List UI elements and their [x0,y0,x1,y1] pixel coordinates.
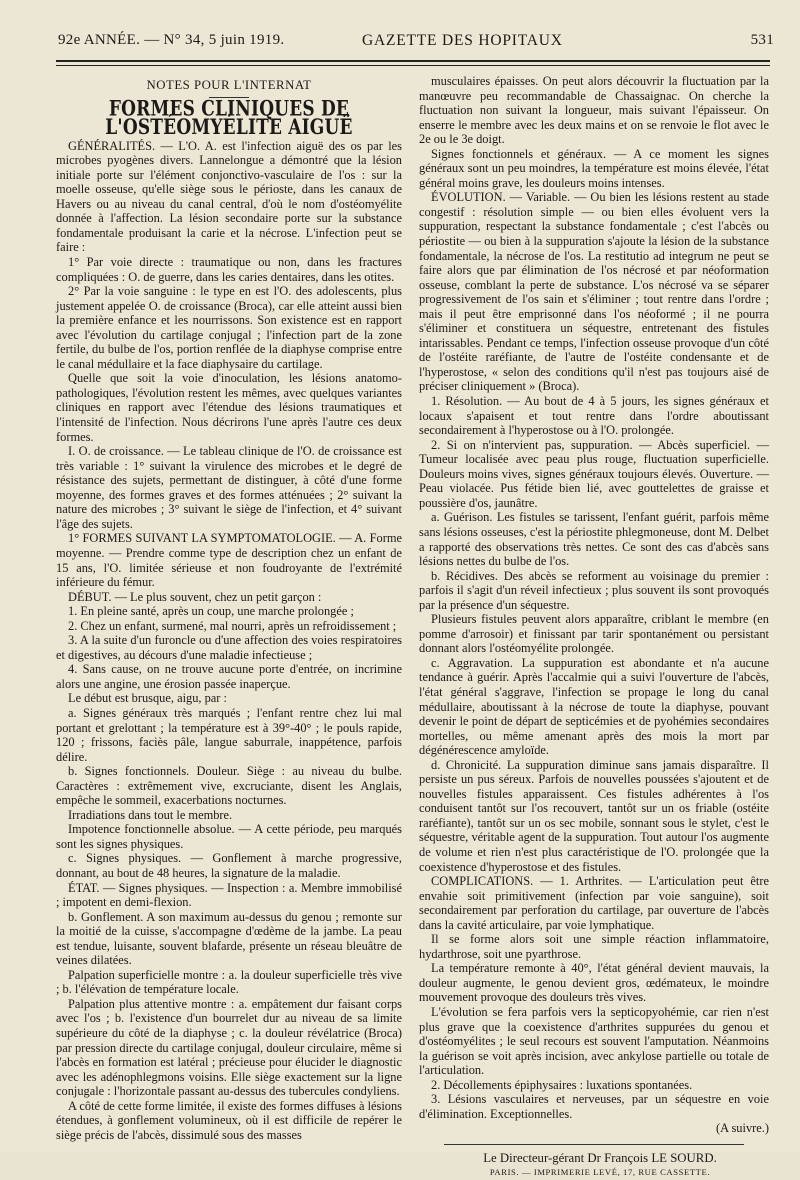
paragraph: GÉNÉRALITÉS. — L'O. A. est l'infection aiguë des os par les microbes pyogènes divers. Lannelongue a démontré que la lésion initiale porte sur l'élément conjonctivo-vasculaire de l'os : sur la moelle osseuse, qu'elle siège sous le périoste, dans les canaux de Havers ou au niveau du canal central, d'où le nom d'ostéomyélite donnée à l'affection. La lésion secondaire porte sur la substance fondamentale produisant la carie et la nécrose. L'infection peut se faire : [56,138,402,255]
paragraph: 4. Sans cause, on ne trouve aucune porte d'entrée, on incrimine alors une angine, une érosion passée inaperçue. [56,662,402,691]
page-header [40,28,774,52]
paragraph: DÉBUT. — Le plus souvent, chez un petit garçon : [68,589,322,604]
paragraph: 2. Si on n'intervient pas, suppuration. — Abcès superficiel. — Tumeur localisée avec peau plus rouge, fluctuation superficielle. Douleurs moins vives, signes généraux toujours élevés. Ouverture. — Peau violacée. Pus fétide bien lié, avec gouttelettes de graisse et poussière d'os, jaunâtre. [419,437,769,510]
paragraph: Plusieurs fistules peuvent alors apparaître, criblant le membre (en pomme d'arrosoir) et finissant par tarir spontanément ou persistant donnant alors l'ostéomyélite prolongée. [419,612,769,656]
paragraph: musculaires épaisses. On peut alors découvrir la fluctuation par la manœuvre peu recommandable de Chassaignac. On cherche la fluctuation non suivant la longueur, mais suivant l'épaisseur. On enserre le membre avec les deux mains et on se renvoie le flot avec le 2e ou le 3e doigt. [419,74,769,147]
paragraph: d. Chronicité. La suppuration diminue sans jamais disparaître. Il persiste un pus séreux. Parfois de nouvelles poussées s'ajoutent et de nouvelles fistules apparaissent. Ces fistules adhérentes à l'os conduisent tantôt sur l'os recouvert, tantôt sur un os friable (ostéite raréfiante), tantôt sur un os sec mobile, sonnant sous le stylet, c'est le séquestre, véritable agent de la suppuration. Tout autour l'os augmente de volume et rien n'est plus caractéristique de l'O. prolongée que la coexistence d'hyperostose et des fistules. [419,757,769,874]
paragraph: Irradiations dans tout le membre. [68,807,233,822]
paragraph: ÉVOLUTION. — Variable. — Ou bien les lésions restent au stade congestif : résolution simple — ou bien elles évoluent vers la suppuration, respectant la substance fondamentale ; c'est l'abcès ou périostite — ou bien à la suppuration s'ajoute la lésion de la substance fondamentale, la nécrose de l'os. La restitutio ad integrum ne peut se faire alors que par élimination de l'os nécrosé et par néoformation osseuse, comblant la perte de substance. L'os nécrosé va se séparer progressivement de l'os sain et s'éliminer ; tout rentre dans l'ordre ; mais il peut être emprisonné dans l'os néoformé ; il ne pourra s'éliminer et constituera un séquestre, entretenant des fistules intarissables. Pendant ce temps, l'infection osseuse provoque d'un côté de l'ostéite raréfiante, de l'autre de l'ostéite condensante et de l'hyperostose, « selon des conditions qu'il n'est pas toujours aisé de préciser cliniquement » (Broca). [419,190,769,394]
left-column [56,76,402,1142]
paragraph: b. Gonflement. A son maximum au-dessus du genou ; remonte sur la moitié de la cuisse, s'accompagne d'œdème de la jambe. La peau est tendue, luisante, souvent blafarde, présente un réseau bleuâtre de veines dilatées. [56,909,402,968]
paragraph: ÉTAT. — Signes physiques. — Inspection : a. Membre immobilisé ; impotent en demi-flexion. [56,880,402,910]
paragraph: COMPLICATIONS. — 1. Arthrites. — L'articulation peut être envahie soit primitivement (infection par voie sanguine), soit secondairement par perforation du cartilage, par ouverture de l'abcès dans la cavité articulaire, par voie lymphatique. [419,874,769,932]
paragraph: 3. Lésions vasculaires et nerveuses, par un séquestre en voie d'élimination. Exceptionnelles. [419,1092,769,1121]
paragraph: Signes fonctionnels et généraux. — A ce moment les signes généraux sont un peu moindres, la température est moins élevée, l'état général moins grave, les douleurs moins intenses. [419,146,769,190]
paragraph: 1. Résolution. — Au bout de 4 à 5 jours, les signes généraux et locaux s'apaisent et tout rentre dans l'ordre aboutissant secondairement à l'hyperostose ou à l'O. prolongée. [419,394,769,438]
left-paragraphs [56,139,402,1143]
article-title: FORMES CLINIQUES DE L'OSTÉOMYÉLITE AIGUË [105,96,353,140]
paragraph: a. Signes généraux très marqués ; l'enfant rentre chez lui mal portant et grelottant ; la température est à 39°-40° ; le pouls rapide, 120 ; frissons, faciès pâle, langue saburrale, inappétence, parfois délire. [56,705,402,764]
right-paragraphs [419,74,769,1121]
issue-info: 92e ANNÉE. — N° 34, 5 juin 1919. [58,32,285,48]
paragraph: 2. Décollements épiphysaires : luxations spontanées. [431,1077,693,1092]
paragraph: Il se forme alors soit une simple réaction inflammatoire, hydarthrose, soit une pyarthrose. [419,932,769,961]
end-rule [444,1144,744,1145]
paragraph: A côté de cette forme limitée, il existe des formes diffuses à lésions étendues, à gonflement volumineux, où il est difficile de repérer le siège précis de l'abcès, dissimulé sous des masses [56,1098,402,1142]
printer-line: PARIS. — IMPRIMERIE LEVÉ, 17, RUE CASSETTE. [489,1167,711,1178]
paragraph: b. Récidives. Des abcès se reforment au voisinage du premier : parfois il s'agit d'un réveil infectieux ; plus souvent ils sont provoqués par la présence d'un séquestre. [419,568,769,612]
director-line: Le Directeur-gérant Dr François LE SOURD. [483,1150,717,1165]
paragraph: 3. A la suite d'un furoncle ou d'une affection des voies respiratoires et digestives, au décours d'une maladie infectieuse ; [56,633,402,662]
paragraph: Quelle que soit la voie d'inoculation, les lésions anatomo-pathologiques, l'évolution restent les mêmes, avec quelques variantes cliniques en rapport avec l'étendue des lésions traumatiques et l'intensité de l'infection. Nous décrirons l'une après l'autre ces deux formes. [56,371,402,444]
paragraph: c. Signes physiques. — Gonflement à marche progressive, donnant, au bout de 48 heures, la signature de la maladie. [56,851,402,880]
paragraph: 1° FORMES SUIVANT LA SYMPTOMATOLOGIE. — A. Forme moyenne. — Prendre comme type de description chez un enfant de 15 ans, l'O. limitée sérieuse et non foudroyante de l'extrémité inférieure du fémur. [56,531,402,590]
paragraph: Le début est brusque, aigu, par : [68,691,227,706]
paragraph: 2. Chez un enfant, surmené, mal nourri, après un refroidissement ; [68,618,397,633]
paragraph: a. Guérison. Les fistules se tarissent, l'enfant guérit, parfois même sans lésions osseuses, c'est la périostite phlegmoneuse, dont M. Delbet a rapporté des observations très nettes. Ce sont des cas d'abcès sans lésions nettes du bulbe de l'os. [419,510,769,569]
page-number: 531 [750,32,774,48]
header-rule [56,60,770,66]
paragraph: L'évolution se fera parfois vers la septicopyohémie, car rien n'est plus grave que la coexistence d'arthrites suppurées du genou et d'ostéomyélites ; le seul recours est souvent l'amputation. Néanmoins la guérison se voit après incision, avec ankylose partielle ou totale de l'articulation. [419,1005,769,1078]
paragraph: c. Aggravation. La suppuration est abondante et n'a aucune tendance à guérir. Après l'accalmie qui a suivi l'ouverture de l'abcès, l'état général s'aggrave, l'infection se propage le long du canal médullaire, aboutissant à la nécrose de toute la diaphyse, pouvant devenir le point de départ de septicémies et de pyohémies secondaires mortelles, ou même amenant après des mois la mort par dégénérescence amyloïde. [419,655,769,758]
right-column [419,74,769,1180]
paragraph: La température remonte à 40°, l'état général devient mauvais, la douleur augmente, le genou devient gros, œdémateux, le moindre mouvement provoque des douleurs très vives. [419,961,769,1005]
to-be-continued: (A suivre.) [716,1121,769,1136]
paragraph: b. Signes fonctionnels. Douleur. Siège : au niveau du bulbe. Caractères : extrêmement vive, excruciante, disent les Anglais, empêche le sommeil, exacerbations nocturnes. [56,764,402,808]
paragraph: Impotence fonctionnelle absolue. — A cette période, peu marqués sont les signes physiques. [56,822,402,851]
journal-title: GAZETTE DES HOPITAUX [362,32,563,49]
paragraph: Palpation superficielle montre : a. la douleur superficielle très vive ; b. l'élévation de température locale. [56,967,402,997]
paragraph: 1° Par voie directe : traumatique ou non, dans les fractures compliquées : O. de guerre, dans les caries dentaires, dans les otites. [56,255,402,284]
section-title: NOTES POUR L'INTERNAT [146,78,312,92]
paragraph: 1. En pleine santé, après un coup, une marche prolongée ; [68,604,354,619]
paragraph: I. O. de croissance. — Le tableau clinique de l'O. de croissance est très variable : 1° suivant la virulence des microbes et le degré de résistance des sujets, permettant de distinguer, à côté d'une forme moyenne, des formes graves et des formes atténuées ; 2° suivant la nature des microbes ; 3° suivant le siège de l'infection, et 4° suivant l'âge des sujets. [56,444,402,531]
paragraph: Palpation plus attentive montre : a. empâtement dur faisant corps avec l'os ; b. l'existence d'un bourrelet dur au niveau de sa limite supérieure du côté de la diaphyse ; c. la douleur révélatrice (Broca) par pression directe du cartilage conjugal, douleur circulaire, même si l'abcès en formation est latéral ; précieuse pour élucider le diagnostic avec les adénophlegmons voisins. Elle siège exactement sur la ligne conjugale : l'horizontale passant au-dessus des tubercules condyliens. [56,996,402,1099]
paragraph: 2° Par la voie sanguine : le type en est l'O. des adolescents, plus justement appelée O. de croissance (Broca), car elle atteint aussi bien la première enfance et les nourrissons. Son existence est en rapport avec l'évolution du cartilage conjugal ; l'infection part de la zone fertile, du bulbe de l'os, portion renflée de la diaphyse comprise entre le canal médullaire et la face diaphysaire du cartilage. [56,284,402,371]
